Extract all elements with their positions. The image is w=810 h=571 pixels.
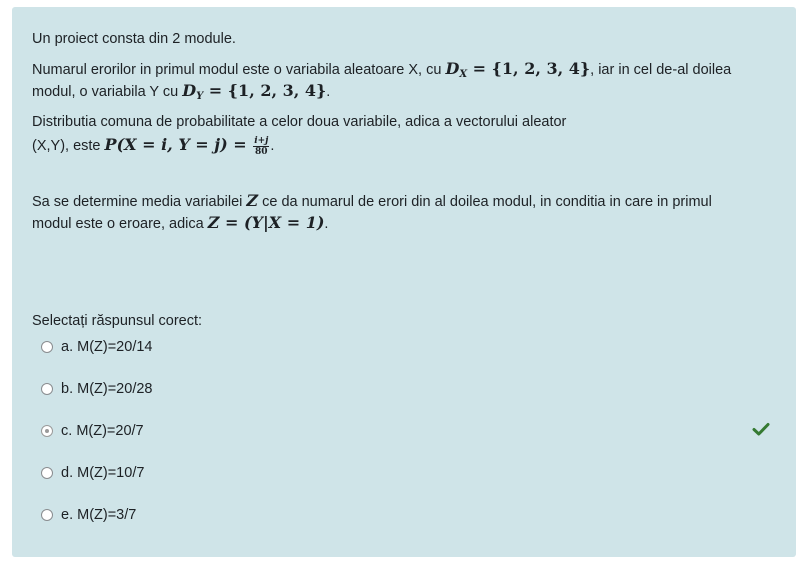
radio-b[interactable] <box>41 383 53 395</box>
question-text: modul este o eroare, adica <box>32 216 208 232</box>
option-text: M(Z)=10/7 <box>77 465 145 481</box>
radio-d[interactable] <box>41 467 53 479</box>
fraction-denominator: 80 <box>255 146 268 157</box>
option-text: M(Z)=3/7 <box>77 507 137 523</box>
option-letter: d. <box>61 465 74 481</box>
question-line-4 <box>32 111 566 133</box>
option-label-c[interactable] <box>61 421 144 441</box>
option-letter: a. <box>61 339 74 355</box>
question-line-3 <box>32 80 330 108</box>
question-text: . <box>270 138 275 154</box>
question-text: . <box>324 216 329 232</box>
question-text: Distributia comuna de probabilitate a celor doua variabile, adica a vectorului aleator <box>32 114 567 130</box>
math-d: D <box>445 59 460 78</box>
option-label-a[interactable] <box>61 337 152 357</box>
question-text: , iar in cel de-al doilea <box>590 62 732 78</box>
question-text: Un proiect consta din 2 module. <box>32 31 236 47</box>
question-text: . <box>326 84 331 100</box>
option-letter: e. <box>61 507 74 523</box>
option-label-b[interactable] <box>61 379 152 399</box>
check-icon <box>752 422 770 436</box>
question-line-7 <box>32 212 328 235</box>
math-z: Z <box>246 191 259 210</box>
question-text: modul, o variabila Y cu <box>32 84 183 100</box>
radio-a[interactable] <box>41 341 53 353</box>
math-d: D <box>182 81 197 100</box>
math-sub: Y <box>196 91 204 102</box>
option-text: M(Z)=20/7 <box>76 423 144 439</box>
answer-prompt: Selectați răspunsul corect: <box>32 313 203 329</box>
option-letter: c. <box>61 423 73 439</box>
math-set: = {1, 2, 3, 4} <box>467 59 591 78</box>
question-line-5 <box>32 134 274 157</box>
option-label-e[interactable] <box>61 505 136 525</box>
question-line-1 <box>32 28 236 50</box>
fraction-numerator: i+j <box>254 135 269 146</box>
math-fraction <box>253 136 269 157</box>
math-sub: X <box>459 69 468 80</box>
question-text: ce da numarul de erori din al doilea modul, in conditia in care in primul <box>258 194 712 210</box>
question-line-6 <box>32 190 712 213</box>
option-text: M(Z)=20/14 <box>77 339 153 355</box>
radio-c[interactable] <box>41 425 53 437</box>
option-label-d[interactable] <box>61 463 144 483</box>
question-text: (X,Y), este <box>32 138 105 154</box>
option-letter: b. <box>61 381 74 397</box>
question-text: Numarul erorilor in primul modul este o variabila aleatoare X, cu <box>32 62 446 78</box>
math-set: = {1, 2, 3, 4} <box>203 81 327 100</box>
question-text: Sa se determine media variabilei <box>32 194 247 210</box>
option-text: M(Z)=20/28 <box>77 381 153 397</box>
math-condition: Z = (Y|X = 1) <box>207 213 325 232</box>
math-probability: P(X = i, Y = j) = <box>104 135 253 154</box>
radio-e[interactable] <box>41 509 53 521</box>
